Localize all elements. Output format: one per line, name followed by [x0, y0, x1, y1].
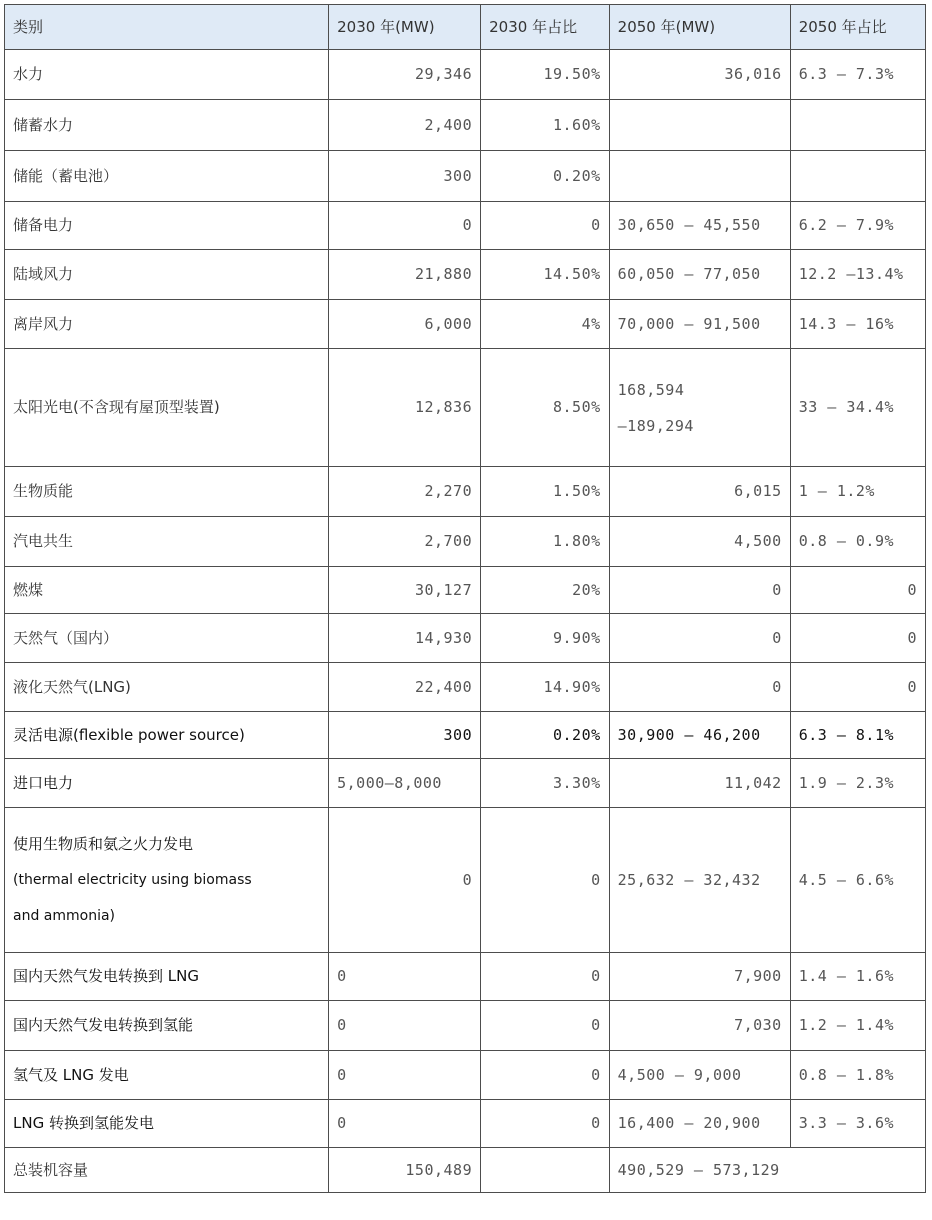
cell-2050-mw: 11,042	[609, 759, 790, 808]
cell-2050-share: 6.3 — 8.1%	[790, 712, 925, 759]
table-row	[5, 467, 926, 517]
row-label-line3: and ammonia)	[13, 908, 116, 924]
cell-2030-share: 4%	[481, 300, 610, 349]
cell-2050-share: 3.3 — 3.6%	[790, 1100, 925, 1148]
cell-2030-share: 0	[481, 1051, 610, 1100]
table-row	[5, 712, 926, 759]
cell-2050-mw-line2: —189,294	[617, 416, 694, 435]
cell-2050-mw: 16,400 — 20,900	[609, 1100, 790, 1148]
cell-2050-share: 0	[790, 567, 925, 614]
cell-2030-mw: 0	[329, 953, 481, 1001]
table-row	[5, 614, 926, 663]
cell-2050-mw	[609, 151, 790, 202]
row-label: 储蓄水力	[5, 100, 329, 151]
header-2050-share: 2050 年占比	[790, 5, 925, 50]
cell-2030-mw: 29,346	[329, 50, 481, 100]
row-label: 氢气及 LNG 发电	[5, 1051, 329, 1100]
cell-2030-mw: 30,127	[329, 567, 481, 614]
cell-2050-share: 0	[790, 663, 925, 712]
cell-2030-mw: 300	[329, 712, 481, 759]
cell-2050-mw: 4,500	[609, 517, 790, 567]
header-2030-share: 2030 年占比	[481, 5, 610, 50]
cell-2050-mw	[609, 349, 790, 467]
table-header-row	[5, 5, 926, 50]
row-label: 太阳光电(不含现有屋顶型装置)	[5, 349, 329, 467]
table-row	[5, 100, 926, 151]
cell-2050-mw: 0	[609, 614, 790, 663]
cell-2030-share: 0	[481, 953, 610, 1001]
row-label: 灵活电源(flexible power source)	[5, 712, 329, 759]
row-label: 国内天然气发电转换到氢能	[5, 1001, 329, 1051]
cell-2030-share: 0	[481, 1001, 610, 1051]
cell-2050-share: 14.3 — 16%	[790, 300, 925, 349]
cell-2030-share: 0	[481, 808, 610, 953]
table-row	[5, 151, 926, 202]
cell-2030-share: 19.50%	[481, 50, 610, 100]
cell-2050-share: 4.5 — 6.6%	[790, 808, 925, 953]
cell-2050-mw: 7,030	[609, 1001, 790, 1051]
row-label: 离岸风力	[5, 300, 329, 349]
cell-2050-share: 12.2 —13.4%	[790, 250, 925, 300]
cell-2030-share: 0	[481, 1100, 610, 1148]
row-label: 陆域风力	[5, 250, 329, 300]
table-row	[5, 349, 926, 467]
cell-2050-mw: 60,050 — 77,050	[609, 250, 790, 300]
row-label: 生物质能	[5, 467, 329, 517]
total-label: 总装机容量	[5, 1148, 329, 1193]
table-total-row	[5, 1148, 926, 1193]
cell-2030-share: 9.90%	[481, 614, 610, 663]
cell-2050-mw: 6,015	[609, 467, 790, 517]
total-2030-share	[481, 1148, 610, 1193]
cell-2030-share: 3.30%	[481, 759, 610, 808]
table-row	[5, 759, 926, 808]
cell-2050-share	[790, 100, 925, 151]
row-label: 液化天然气(LNG)	[5, 663, 329, 712]
table-row	[5, 808, 926, 953]
cell-2030-share: 14.50%	[481, 250, 610, 300]
cell-2050-share: 1.4 — 1.6%	[790, 953, 925, 1001]
cell-2030-share: 0	[481, 202, 610, 250]
row-label: LNG 转换到氢能发电	[5, 1100, 329, 1148]
cell-2050-mw: 0	[609, 663, 790, 712]
cell-2050-share: 0.8 — 1.8%	[790, 1051, 925, 1100]
row-label: 天然气（国内）	[5, 614, 329, 663]
row-label: 燃煤	[5, 567, 329, 614]
row-label: 汽电共生	[5, 517, 329, 567]
table-row	[5, 953, 926, 1001]
header-2030-mw: 2030 年(MW)	[329, 5, 481, 50]
table-row	[5, 517, 926, 567]
cell-2050-share: 6.3 — 7.3%	[790, 50, 925, 100]
cell-2050-mw: 25,632 — 32,432	[609, 808, 790, 953]
cell-2030-mw: 2,270	[329, 467, 481, 517]
row-label	[5, 808, 329, 953]
total-2050-mw: 490,529 — 573,129	[609, 1148, 925, 1193]
header-category: 类别	[5, 5, 329, 50]
table-row	[5, 50, 926, 100]
cell-2030-share: 8.50%	[481, 349, 610, 467]
row-label-line2: (thermal electricity using biomass	[13, 872, 252, 888]
row-label: 水力	[5, 50, 329, 100]
row-label: 国内天然气发电转换到 LNG	[5, 953, 329, 1001]
cell-2030-share: 0.20%	[481, 151, 610, 202]
cell-2050-share: 1 — 1.2%	[790, 467, 925, 517]
cell-2030-mw: 300	[329, 151, 481, 202]
cell-2030-mw: 0	[329, 1100, 481, 1148]
cell-2050-share: 1.9 — 2.3%	[790, 759, 925, 808]
cell-2050-mw: 0	[609, 567, 790, 614]
cell-2030-mw: 2,400	[329, 100, 481, 151]
cell-2030-mw: 22,400	[329, 663, 481, 712]
cell-2030-share: 1.60%	[481, 100, 610, 151]
cell-2030-mw: 21,880	[329, 250, 481, 300]
total-2030-mw: 150,489	[329, 1148, 481, 1193]
header-2050-mw: 2050 年(MW)	[609, 5, 790, 50]
cell-2050-share	[790, 151, 925, 202]
capacity-table	[4, 4, 926, 1193]
cell-2050-mw	[609, 100, 790, 151]
cell-2050-mw: 70,000 — 91,500	[609, 300, 790, 349]
table-row	[5, 1100, 926, 1148]
cell-2030-share: 14.90%	[481, 663, 610, 712]
cell-2030-mw: 0	[329, 1051, 481, 1100]
cell-2030-share: 0.20%	[481, 712, 610, 759]
row-label-line1: 使用生物质和氨之火力发电	[13, 835, 194, 853]
cell-2030-share: 20%	[481, 567, 610, 614]
table-row	[5, 1051, 926, 1100]
cell-2030-mw: 0	[329, 1001, 481, 1051]
cell-2030-mw: 14,930	[329, 614, 481, 663]
cell-2050-mw: 30,650 — 45,550	[609, 202, 790, 250]
cell-2030-mw: 12,836	[329, 349, 481, 467]
table-row	[5, 202, 926, 250]
table-row	[5, 300, 926, 349]
table-row	[5, 663, 926, 712]
table-row	[5, 250, 926, 300]
cell-2050-share: 0	[790, 614, 925, 663]
row-label: 储能（蓄电池）	[5, 151, 329, 202]
cell-2030-mw: 0	[329, 202, 481, 250]
cell-2050-mw-line1: 168,594	[617, 380, 685, 399]
cell-2050-mw: 36,016	[609, 50, 790, 100]
cell-2050-share: 0.8 — 0.9%	[790, 517, 925, 567]
table-row	[5, 1001, 926, 1051]
table-row	[5, 567, 926, 614]
cell-2050-mw: 4,500 — 9,000	[609, 1051, 790, 1100]
cell-2030-mw: 2,700	[329, 517, 481, 567]
row-label: 储备电力	[5, 202, 329, 250]
cell-2050-share: 6.2 — 7.9%	[790, 202, 925, 250]
cell-2030-mw: 0	[329, 808, 481, 953]
cell-2050-share: 1.2 — 1.4%	[790, 1001, 925, 1051]
cell-2030-share: 1.80%	[481, 517, 610, 567]
cell-2050-share: 33 — 34.4%	[790, 349, 925, 467]
cell-2050-mw: 30,900 — 46,200	[609, 712, 790, 759]
cell-2030-mw: 6,000	[329, 300, 481, 349]
cell-2050-mw: 7,900	[609, 953, 790, 1001]
row-label: 进口电力	[5, 759, 329, 808]
cell-2030-mw: 5,000—8,000	[329, 759, 481, 808]
cell-2030-share: 1.50%	[481, 467, 610, 517]
